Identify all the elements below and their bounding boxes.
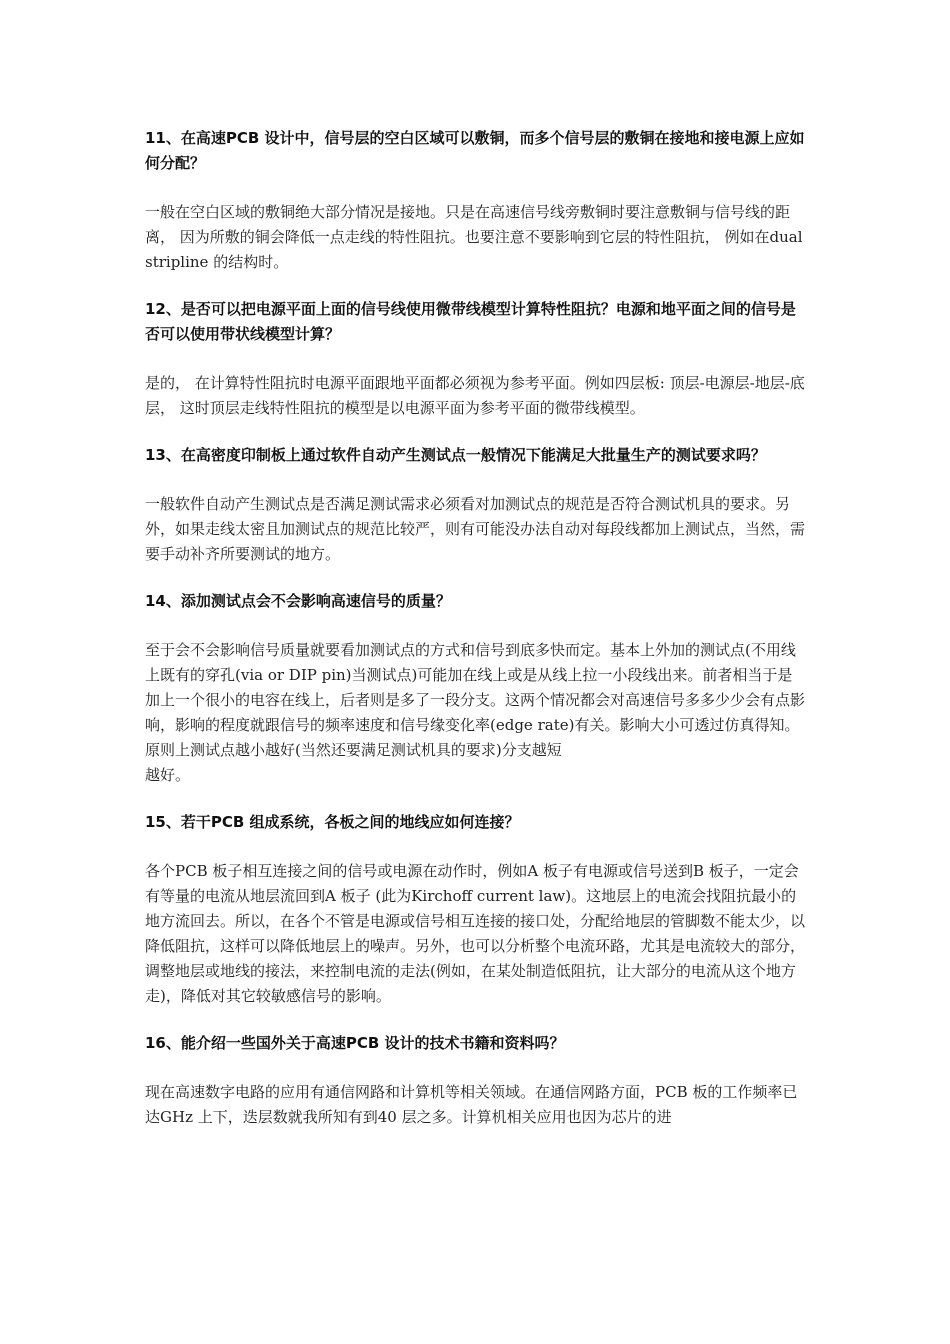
question-heading: 13、在高密度印制板上通过软件自动产生测试点一般情况下能满足大批量生产的测试要求吗？ [145,446,766,464]
question-heading: 11、在高速PCB 设计中，信号层的空白区域可以敷铜，而多个信号层的敷铜在接地和接电源上应如何分配？ [145,129,805,172]
answer-paragraph: 现在高速数字电路的应用有通信网路和计算机等相关领域。在通信网路方面，PCB 板的工作频率已达GHz 上下，迭层数就我所知有到40 层之多。计算机相关应用也因为芯片的进 [145,1083,798,1126]
qa-item-14 [145,589,807,788]
qa-item-11 [145,126,807,275]
qa-item-12 [145,297,807,421]
qa-item-13 [145,443,807,567]
question-heading: 15、若干PCB 组成系统，各板之间的地线应如何连接？ [145,813,520,831]
question-heading: 12、是否可以把电源平面上面的信号线使用微带线模型计算特性阻抗？电源和地平面之间的信号是否可以使用带状线模型计算？ [145,300,796,343]
question-heading: 16、能介绍一些国外关于高速PCB 设计的技术书籍和资料吗？ [145,1034,565,1052]
document-page [145,126,807,1152]
answer-paragraph: 是的， 在计算特性阻抗时电源平面跟地平面都必须视为参考平面。例如四层板: 顶层-电源层-地层-底层， 这时顶层走线特性阻抗的模型是以电源平面为参考平面的微带线模型。 [145,374,805,417]
question-heading: 14、添加测试点会不会影响高速信号的质量？ [145,592,451,610]
qa-item-15 [145,810,807,1009]
qa-item-16 [145,1031,807,1130]
answer-paragraph: 至于会不会影响信号质量就要看加测试点的方式和信号到底多快而定。基本上外加的测试点(不用线上既有的穿孔(via or DIP pin)当测试点)可能加在线上或是从线上拉一小段线出来。前者相当于是加上一个很小的电容在线上，后者则是多了一段分支。这两个情况都会对高速信号多多少少会有点影响，影响的程度就跟信号的频率速度和信号缘变化率(edge rate)有关。影响大小可透过仿真得知。原则上测试点越小越好(当然还要满足测试机具的要求)分支越短 越好。 [145,641,806,784]
answer-paragraph: 一般在空白区域的敷铜绝大部分情况是接地。只是在高速信号线旁敷铜时要注意敷铜与信号线的距离， 因为所敷的铜会降低一点走线的特性阻抗。也要注意不要影响到它层的特性阻抗， 例如在dual stripline 的结构时。 [145,203,803,271]
answer-paragraph: 一般软件自动产生测试点是否满足测试需求必须看对加测试点的规范是否符合测试机具的要求。另外，如果走线太密且加测试点的规范比较严，则有可能没办法自动对每段线都加上测试点，当然，需要手动补齐所要测试的地方。 [145,495,806,563]
answer-paragraph: 各个PCB 板子相互连接之间的信号或电源在动作时，例如A 板子有电源或信号送到B 板子，一定会有等量的电流从地层流回到A 板子 (此为Kirchoff current law)。这地层上的电流会找阻抗最小的地方流回去。所以，在各个不管是电源或信号相互连接的接口处，分配给地层的管脚数不能太少，以降低阻抗，这样可以降低地层上的噪声。另外，也可以分析整个电流环路，尤其是电流较大的部分，调整地层或地线的接法，来控制电流的走法(例如，在某处制造低阻抗，让大部分的电流从这个地方走)，降低对其它较敏感信号的影响。 [145,862,806,1005]
